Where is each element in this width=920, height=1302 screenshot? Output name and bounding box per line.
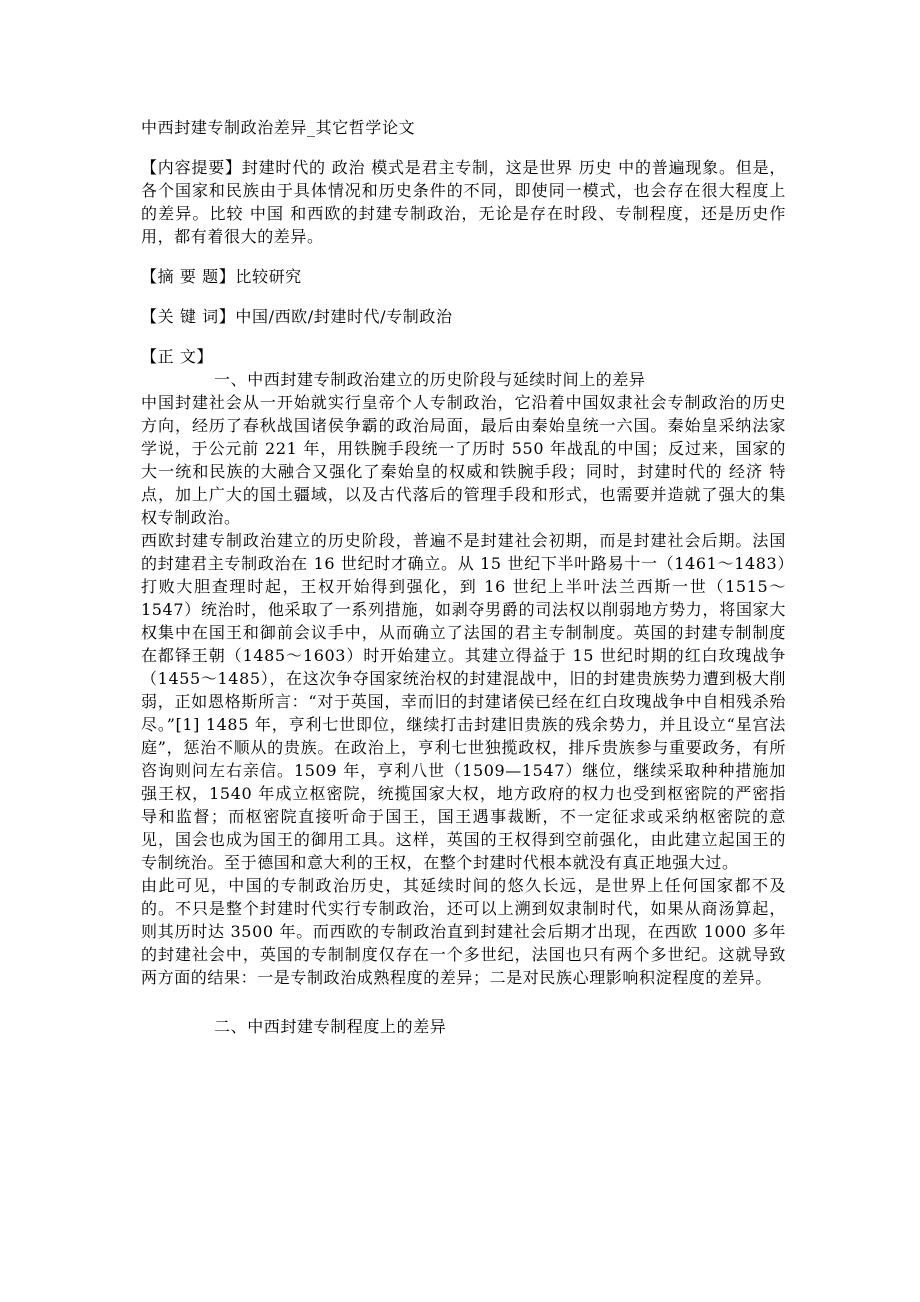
body-label: 【正 文】 [141,347,214,366]
section-heading-2: 二、中西封建专制程度上的差异 [214,1017,447,1036]
subject-line: 【摘 要 题】比较研究 [141,267,302,286]
body-paragraph-1: 中国封建社会从一开始就实行皇帝个人专制政治，它沿着中国奴隶社会专制政治的历史方向，经历了春秋战国诸侯争霸的政治局面，最后由秦始皇统一六国。秦始皇采纳法家学说，于公元前 221 年，用铁腕手段统一了历时 550 年战乱的中国；反过来，国家的大一统和民族的大融合又强化了秦始皇的权威和铁腕手段；同时，封建时代的 经济 特点，加上广大的国土疆域，以及古代落后的管理手段和形式，也需要并造就了强大的集权专制政治。 [141,393,786,527]
section-heading-1: 一、中西封建专制政治建立的历史阶段与延续时间上的差异 [214,370,646,389]
body-paragraph-2: 西欧封建专制政治建立的历史阶段，普遍不是封建社会初期，而是封建社会后期。法国的封建君主专制政治在 16 世纪时才确立。从 15 世纪下半叶路易十一（1461～1483）打败大胆查理时起，王权开始得到强化，到 16 世纪上半叶法兰西斯一世（1515～1547）统治时，他采取了一系列措施，如剥夺男爵的司法权以削弱地方势力，将国家大权集中在国王和御前会议手中，从而确立了法国的君主专制制度。英国的封建专制制度在都铎王朝（1485～1603）时开始建立。其建立得益于 15 世纪时期的红白玫瑰战争（1455～1485），在这次争夺国家统治权的封建混战中，旧的封建贵族势力遭到极大削弱，正如恩格斯所言：“对于英国，幸而旧的封建诸侯已经在红白玫瑰战争中自相残杀殆尽。”[1] 1485 年，亨利七世即位，继续打击封建旧贵族的残余势力，并且设立“星宫法庭”，惩治不顺从的贵族。在政治上，亨利七世独揽政权，排斥贵族参与重要政务，有所咨询则问左右亲信。1509 年，亨利八世（1509—1547）继位，继续采取种种措施加强王权，1540 年成立枢密院，统揽国家大权，地方政府的权力也受到枢密院的严密指导和监督；而枢密院直接听命于国王，国王遇事裁断，不一定征求或采纳枢密院的意见，国会也成为国王的御用工具。这样，英国的王权得到空前强化，由此建立起国王的专制统治。至于德国和意大利的王权，在整个封建时代根本就没有真正地强大过。 [141,531,786,872]
body-paragraph-3: 由此可见，中国的专制政治历史，其延续时间的悠久长远，是世界上任何国家都不及的。不只是整个封建时代实行专制政治，还可以上溯到奴隶制时代，如果从商汤算起，则其历时达 3500 年。而西欧的专制政治直到封建社会后期才出现，在西欧 1000 多年的封建社会中，英国的专制制度仅存在一个多世纪，法国也只有两个多世纪。这就导致两方面的结果：一是专制政治成熟程度的差异；二是对民族心理影响积淀程度的差异。 [141,876,786,987]
abstract-paragraph: 【内容提要】封建时代的 政治 模式是君主专制，这是世界 历史 中的普遍现象。但是，各个国家和民族由于具体情况和历史条件的不同，即使同一模式，也会存在很大程度上的差异。比较 中国 和西欧的封建专制政治，无论是存在时段、专制程度，还是历史作用，都有着很大的差异。 [141,158,786,246]
document-title: 中西封建专制政治差异_其它哲学论文 [141,118,416,137]
keywords-line: 【关 键 词】中国/西欧/封建时代/专制政治 [141,307,453,326]
